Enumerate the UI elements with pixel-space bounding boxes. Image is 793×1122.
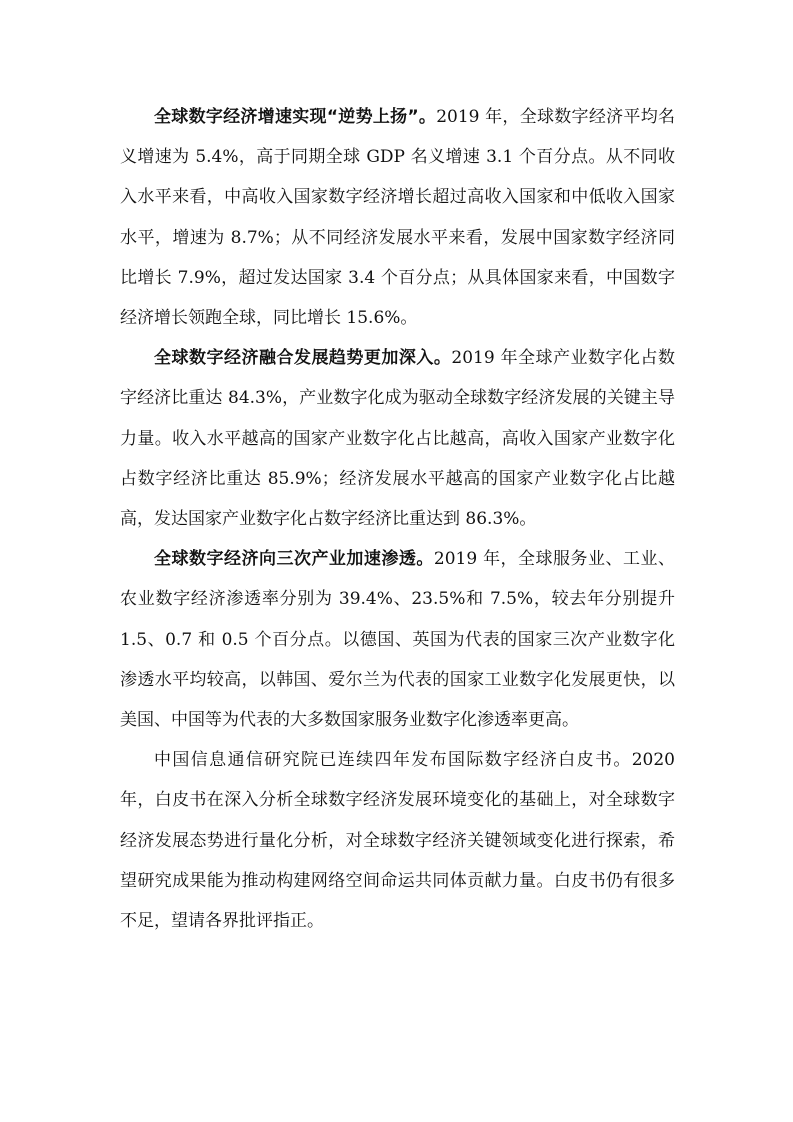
paragraph-text: 2019 年，全球服务业、工业、农业数字经济渗透率分别为 39.4%、23.5%和 7.5%，较去年分别提升 1.5、0.7 和 0.5 个百分点。以德国、英国为代表的国家三次产业数字化渗透水平均较高，以韩国、爱尔兰为代表的国家工业数字化发展更快，以美国、中国等为代表的大多数国家服务业数字化渗透率更高。 (120, 549, 676, 731)
paragraph-text: 2019 年，全球数字经济平均名义增速为 5.4%，高于同期全球 GDP 名义增速 3.1 个百分点。从不同收入水平来看，中高收入国家数字经济增长超过高收入国家和中低收入国家水平，增速为 8.7%；从不同经济发展水平来看，发展中国家数字经济同比增长 7.9%，超过发达国家 3.4 个百分点；从具体国家来看，中国数字经济增长领跑全球，同比增长 15.6%。 (120, 107, 675, 329)
paragraph-integration (120, 338, 675, 539)
paragraph-text: 2019 年全球产业数字化占数字经济比重达 84.3%，产业数字化成为驱动全球数字经济发展的关键主导力量。收入水平越高的国家产业数字化占比越高，高收入国家产业数字化占数字经济比重达 85.9%；经济发展水平越高的国家产业数字化占比越高，发达国家产业数字化占数字经济比重达到 86.3%。 (120, 348, 676, 530)
paragraph-text: 中国信息通信研究院已连续四年发布国际数字经济白皮书。2020 年，白皮书在深入分析全球数字经济发展环境变化的基础上，对全球数字经济发展态势进行量化分析，对全球数字经济关键领域变化进行探索，希望研究成果能为推动构建网络空间命运共同体贡献力量。白皮书仍有很多不足，望请各界批评指正。 (120, 750, 675, 932)
paragraph-lead: 全球数字经济融合发展趋势更加深入。 (154, 348, 452, 369)
paragraph-growth (120, 97, 675, 338)
document-body (120, 97, 675, 941)
paragraph-lead: 全球数字经济向三次产业加速渗透。 (154, 549, 434, 570)
paragraph-lead: 全球数字经济增速实现“逆势上扬”。 (154, 107, 437, 127)
paragraph-penetration (120, 539, 675, 740)
paragraph-whitepaper (120, 740, 675, 941)
